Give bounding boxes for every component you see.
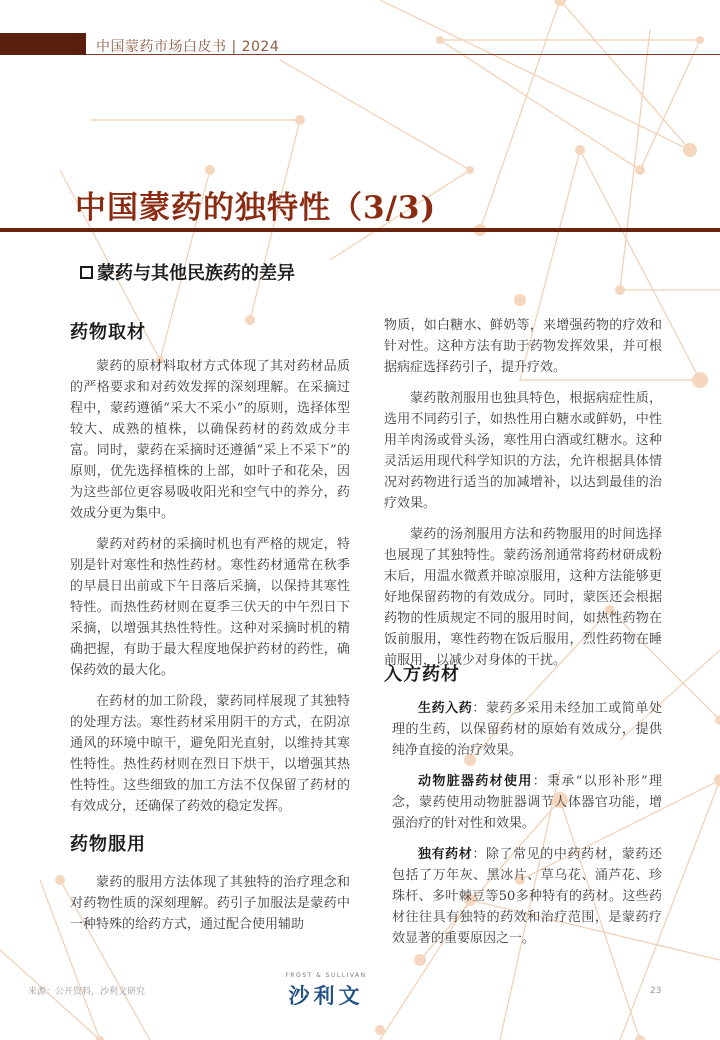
materials-heading: 药物取材 <box>70 322 146 343</box>
usage-heading: 药物服用 <box>70 834 146 855</box>
report-header-title: 中国蒙药市场白皮书 | 2024 <box>96 39 280 55</box>
item-text: ：蒙药多采用未经加工或简单处理的生药，以保留药材的原始有效成分，提供纯净直接的治疗效果。 <box>392 701 662 758</box>
paragraph: 蒙药对药材的采摘时机也有严格的规定，特别是针对寒性和热性药材。寒性药材通常在秋季的早晨日出前或下午日落后采摘，以保持其寒性特性。而热性药材则在夏季三伏天的中午烈日下采摘，以增强其热性特性。这种对采摘时机的精确把握，有助于最大程度地保护药材的药性，确保药效的最大化。 <box>70 537 350 678</box>
paragraph: 蒙药的汤剂服用方法和药物服用的时间选择也展现了其独特性。蒙药汤剂通常将药材研成粉末后，用温水微煮并晾凉服用，这种方法能够更好地保留药物的有效成分。同时，蒙医还会根据药物的性质规定不同的服用时间，如热性药物在饭前服用，寒性药物在饭后服用，烈性药物在睡前服用，以减少对身体的干扰。 <box>384 527 662 668</box>
footer-source: 来源：公开资料，沙利文研究 <box>28 987 146 997</box>
title-underline <box>0 228 720 232</box>
section-subtitle <box>80 259 295 285</box>
page-title: 中国蒙药的独特性（3/3) <box>75 190 437 226</box>
usage-body <box>70 872 350 945</box>
item-label: 生药入药 <box>418 701 473 716</box>
prescription-item <box>384 698 662 761</box>
paragraph: 在药材的加工阶段，蒙药同样展现了其独特的处理方法。寒性药材采用阴干的方式，在阴凉通风的环境中晾干，避免阳光直射，以维持其寒性特性。热性药材则在烈日下烘干，以增强其热性特性。这些细致的加工方法不仅保留了药材的有效成分，还确保了药效的稳定发挥。 <box>70 694 350 814</box>
subtitle-text: 蒙药与其他民族药的差异 <box>97 263 295 284</box>
paragraph: 蒙药的原材料取材方式体现了其对药材品质的严格要求和对药效发挥的深刻理解。在采摘过程中，蒙药遵循“采大不采小”的原则，选择体型较大、成熟的植株，以确保药材的药效成分丰富。同时，蒙药在采摘时还遵循“采上不采下”的原则，优先选择植株的上部，如叶子和花朵，因为这些部位更容易吸收阳光和空气中的养分，药效成分更为集中。 <box>70 359 350 521</box>
company-logo: 沙利文 <box>288 984 364 1008</box>
paragraph: 蒙药的服用方法体现了其独特的治疗理念和对药物性质的深刻理解。药引子加服法是蒙药中一种特殊的给药方式，通过配合使用辅助 <box>70 875 350 932</box>
paragraph: 物质，如白糖水、鲜奶等，来增强药物的疗效和针对性。这种方法有助于药物发挥效果，并可根据病症选择药引子，提升疗效。 <box>384 318 662 375</box>
prescription-item <box>384 844 662 949</box>
prescription-heading: 入方药材 <box>384 664 460 685</box>
usage-body-continued <box>384 315 662 681</box>
item-text: ：秉承“以形补形”理念，蒙药使用动物脏器调节人体器官功能，增强治疗的针对性和效果。 <box>392 774 662 831</box>
item-label: 动物脏器药材使用 <box>418 774 533 789</box>
materials-body <box>70 356 350 827</box>
prescription-item <box>384 771 662 834</box>
item-label: 独有药材 <box>418 847 473 862</box>
square-bullet-icon <box>80 266 93 279</box>
paragraph: 蒙药散剂服用也独具特色，根据病症性质，选用不同药引子，如热性用白糖水或鲜奶，中性用羊肉汤或骨头汤，寒性用白酒或红糖水。这种灵活运用现代科学知识的方法，允许根据具体情况对药物进行适当的加减增补，以达到最佳的治疗效果。 <box>384 391 662 511</box>
item-text: ：除了常见的中药药材，蒙药还包括了万年灰、黑冰片、草乌花、涌芦花、珍珠杆、多叶棘豆等50多种特有的药材。这些药材往往具有独特的药效和治疗范围，是蒙药疗效显著的重要原因之一。 <box>392 847 662 946</box>
logo-subtext: FROST & SULLIVAN <box>285 972 367 979</box>
header-accent-bar <box>0 33 86 55</box>
prescription-body <box>384 698 662 959</box>
page-number: 23 <box>650 986 662 996</box>
